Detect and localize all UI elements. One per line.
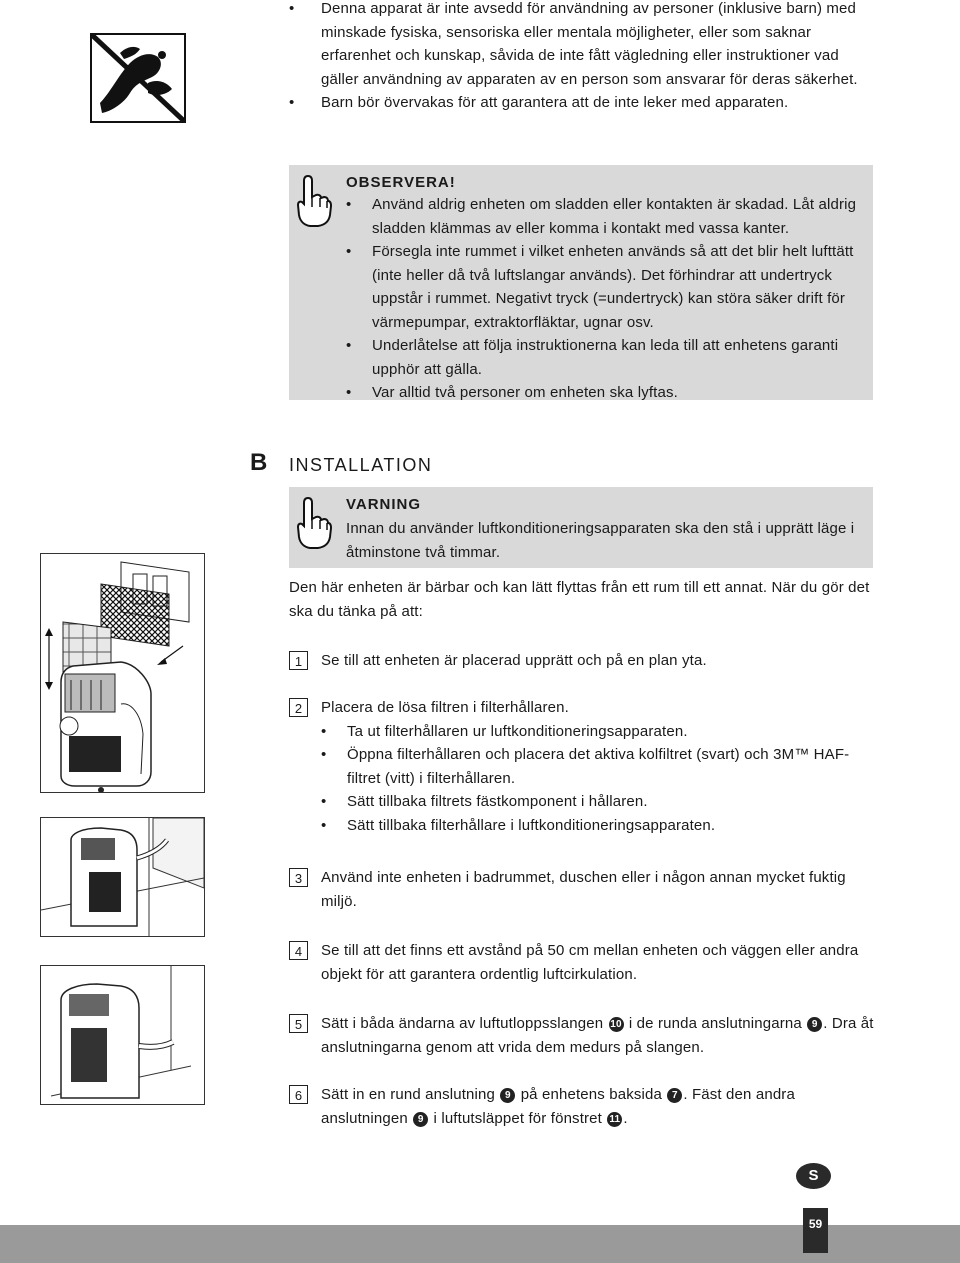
observera-bullets	[346, 193, 866, 405]
observera-bullet: • Underlåtelse att följa instruktionerna kan leda till att enhetens garanti upphör att gälla.	[346, 334, 866, 381]
step-number: 3	[289, 868, 308, 887]
installation-intro: Den här enheten är bärbar och kan lätt flyttas från ett rum till ett annat. När du gör det ska du tänka på att:	[289, 579, 870, 620]
step-6-part: .	[623, 1109, 628, 1127]
step-2-bullet: • Sätt tillbaka filtrets fästkomponent i hållaren.	[321, 790, 877, 814]
ref-number-badge: 7	[667, 1088, 682, 1103]
ref-number-badge: 11	[607, 1112, 622, 1127]
step-5-text	[321, 1012, 877, 1059]
observera-title: OBSERVERA!	[346, 174, 456, 191]
step-number: 2	[289, 698, 308, 717]
step-5-part: i de runda anslutningarna	[628, 1015, 802, 1032]
step-number: 4	[289, 941, 308, 960]
no-children-pictogram	[90, 33, 186, 123]
step-6-part: i luftutsläppet för fönstret	[433, 1109, 602, 1127]
language-code: S	[808, 1167, 819, 1184]
pointing-hand-icon	[294, 495, 332, 551]
step-6-part: . Fäst den andra anslutningen	[321, 1086, 795, 1127]
filter-assembly-illustration	[40, 553, 205, 793]
step-text: Se till att det finns ett avstånd på 50 cm mellan enheten och väggen eller andra objekt för att garantera ordentlig luftcirkulation.	[321, 942, 859, 983]
observera-bullet: • Var alltid två personer om enheten ska lyftas.	[346, 381, 866, 405]
step-2-bullet: • Ta ut filterhållaren ur luftkonditioneringsapparaten.	[321, 720, 877, 744]
step-number: 5	[289, 1014, 308, 1033]
varning-text: Innan du använder luftkonditioneringsapparaten ska den stå i upprätt läge i åtminstone två timmar.	[346, 520, 855, 561]
language-badge	[796, 1163, 831, 1189]
intro-bullets	[289, 0, 879, 115]
step-number: 1	[289, 651, 308, 670]
observera-bullet: • Använd aldrig enheten om sladden eller kontakten är skadad. Låt aldrig sladden klämmas av eller komma i kontakt med vassa kanter.	[346, 193, 866, 240]
pointing-hand-icon	[294, 173, 332, 229]
step-number: 6	[289, 1085, 308, 1104]
step-5-part: Sätt i båda ändarna av luftutloppsslangen	[321, 1015, 604, 1032]
unit-window-illustration	[40, 817, 205, 937]
step-2-block	[321, 696, 877, 837]
page-number: 59	[803, 1208, 828, 1253]
observera-bullet: • Försegla inte rummet i vilket enheten används så att det blir helt lufttätt (inte heller då två luftslangar används). Det förhindrar att undertryck uppstår i rummet. Negativt tryck (=undertryck) kan störa säker drift för värmepumpar, extraktorfläktar, ugnar osv.	[346, 240, 866, 334]
ref-number-badge: 9	[413, 1112, 428, 1127]
step-text: Använd inte enheten i badrummet, duschen eller i någon annan mycket fuktig miljö.	[321, 869, 846, 910]
section-letter: B	[250, 449, 268, 476]
varning-title: VARNING	[346, 496, 422, 513]
section-title: INSTALLATION	[289, 455, 433, 475]
intro-bullet: • Denna apparat är inte avsedd för användning av personer (inklusive barn) med minskade fysiska, sensoriska eller mentala möjligheter, eller som saknar erfarenhet och kunskap, såvida de inte fått vägledning eller instruktioner vad gäller användning av apparaten av en person som ansvarar för deras säkerhet.	[289, 0, 879, 91]
ref-number-badge: 10	[610, 1019, 622, 1030]
step-text: Se till att enheten är placerad upprätt och på en plan yta.	[321, 652, 707, 669]
intro-bullet: • Barn bör övervakas för att garantera att de inte leker med apparaten.	[289, 91, 879, 115]
unit-clearance-illustration	[40, 965, 205, 1105]
step-2-bullet: • Öppna filterhållaren och placera det aktiva kolfiltret (svart) och 3M™ HAF-filtret (vitt) i filterhållaren.	[321, 743, 877, 790]
step-6-text	[321, 1083, 877, 1130]
ref-number-badge: 9	[807, 1017, 822, 1032]
step-6-part: på enhetens baksida	[520, 1086, 662, 1103]
step-6-part: Sätt in en rund anslutning	[321, 1086, 496, 1103]
step-5-part: . Dra åt anslutningarna genom att vrida dem medurs på slangen.	[321, 1015, 874, 1056]
ref-number-badge: 9	[500, 1088, 515, 1103]
step-2-bullet: • Sätt tillbaka filterhållare i luftkonditioneringsapparaten.	[321, 814, 877, 838]
step-text: Placera de lösa filtren i filterhållaren.	[321, 699, 569, 716]
